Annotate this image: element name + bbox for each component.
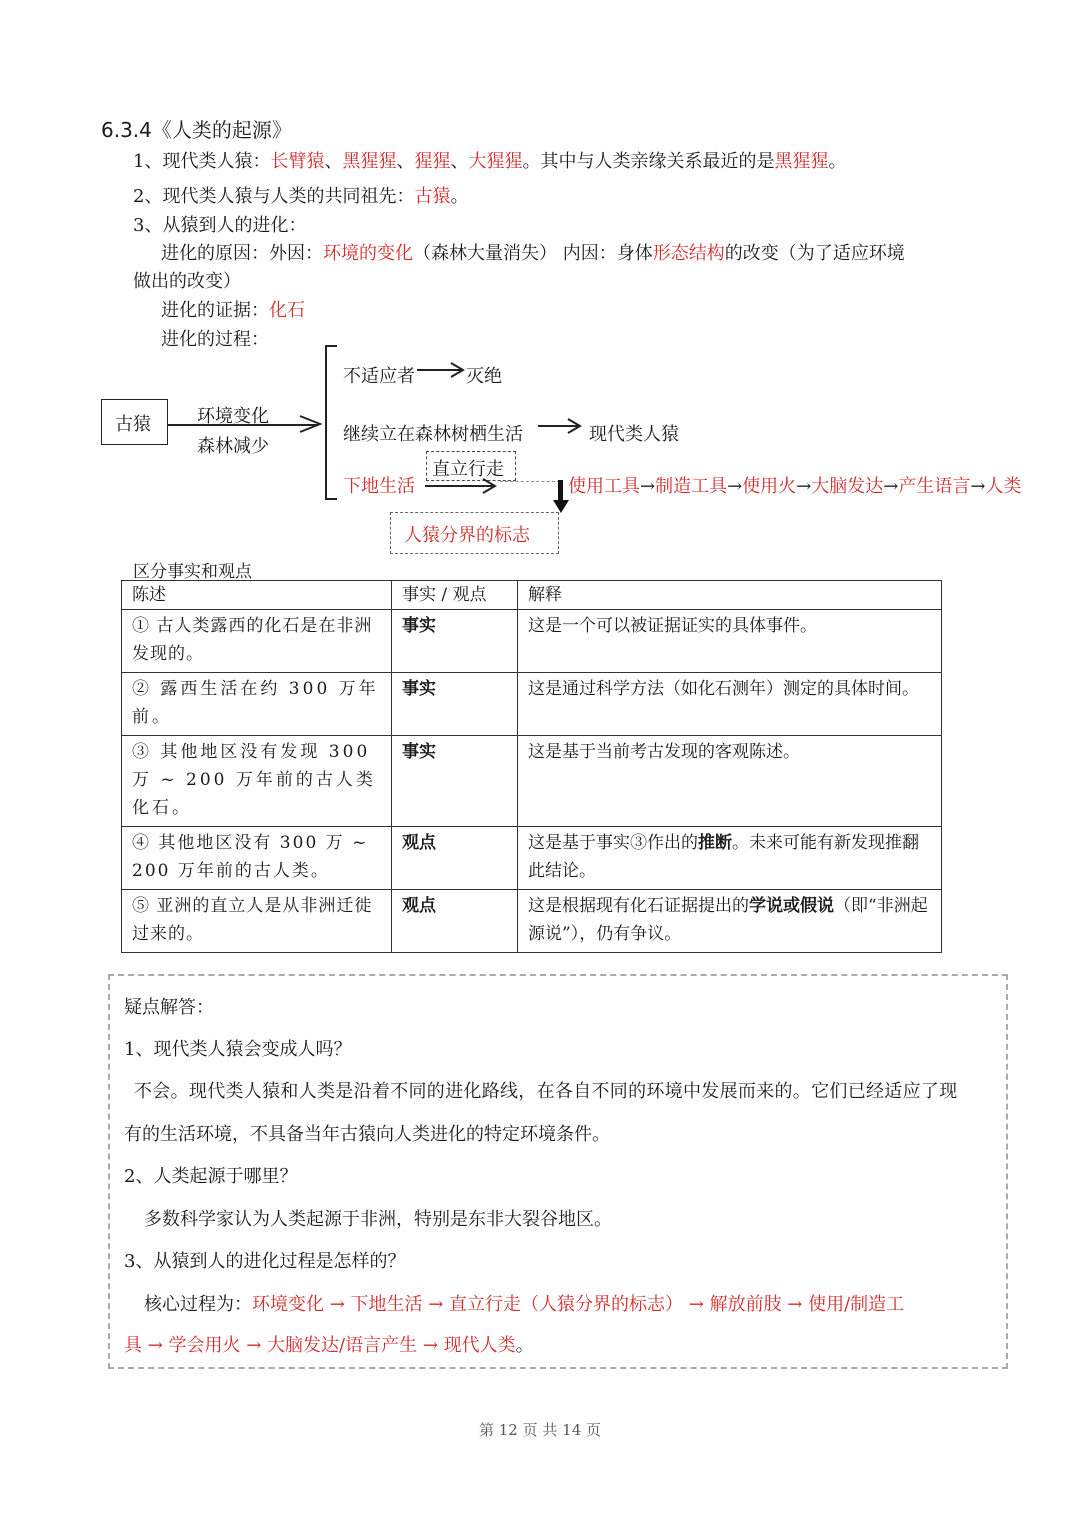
item-1-prefix: 1、现代类人猿： — [133, 151, 271, 172]
qa-question-3: 3、从猿到人的进化过程是怎样的？ — [124, 1251, 406, 1272]
origin-label: 古猿 — [115, 414, 151, 435]
table-row — [122, 827, 942, 890]
qa-answer-3-chain: 环境变化 → 下地生活 → 直立行走（人猿分界的标志） → 解放前肢 → 使用/制造工 — [252, 1294, 905, 1315]
qa-answer-1-cont: 有的生活环境，不具备当年古猿向人类进化的特定环境条件。 — [124, 1124, 610, 1145]
connector-arrowhead — [298, 414, 324, 434]
evolution-chain — [568, 472, 1021, 498]
page-number: 12 — [498, 1421, 518, 1439]
sep: 、 — [450, 151, 469, 172]
explain-bold: 学说或假说 — [749, 896, 834, 916]
ape-orangutan: 猩猩 — [414, 151, 451, 172]
qa-answer-3 — [144, 1292, 904, 1318]
statement-cell: ④ 其他地区没有 300 万 ~ 200 万年前的古人类。 — [122, 827, 392, 890]
qa-answer-2: 多数科学家认为人类起源于非洲，特别是东非大裂谷地区。 — [144, 1209, 612, 1230]
bracket-bottom — [325, 498, 337, 500]
external-cause: 环境的变化 — [323, 243, 413, 264]
table-header-row — [122, 581, 942, 610]
type-cell: 事实 — [392, 736, 518, 827]
table-row — [122, 890, 942, 953]
ape-gibbon: 长臂猿 — [270, 151, 325, 172]
header-explain: 解释 — [518, 581, 942, 610]
statement-cell: ⑤ 亚洲的直立人是从非洲迁徙过来的。 — [122, 890, 392, 953]
table-row — [122, 673, 942, 736]
marker-label: 人猿分界的标志 — [404, 525, 530, 546]
explain-post: 。未来可能有新发现推翻此结论。 — [528, 833, 919, 881]
arrow-icon — [417, 360, 467, 380]
page-footer — [0, 1419, 1080, 1440]
branch-extinct: 灭绝 — [466, 366, 502, 387]
statement-cell: ① 古人类露西的化石是在非洲发现的。 — [122, 610, 392, 673]
footer-pre: 第 — [478, 1421, 494, 1439]
cause-p3: 的改变（为了适应环境 — [724, 243, 905, 264]
evidence-label: 进化的证据： — [161, 300, 269, 321]
closest-relative: 黑猩猩 — [774, 151, 829, 172]
page-title: 6.3.4《人类的起源》 — [101, 118, 292, 142]
ape-gorilla: 大猩猩 — [468, 151, 523, 172]
page-total: 14 — [562, 1421, 582, 1439]
type-cell: 事实 — [392, 610, 518, 673]
branch-ground: 下地生活 — [343, 476, 415, 497]
chain-fire: 使用火 — [742, 476, 797, 497]
statement-cell: ③ 其他地区没有发现 300 万 ~ 200 万年前的古人类化石。 — [122, 736, 392, 827]
condition-1: 环境变化 — [197, 406, 269, 427]
qa-answer-3-chain-cont: 具 → 学会用火 → 大脑发达/语言产生 → 现代人类 — [124, 1335, 516, 1356]
common-ancestor: 古猿 — [414, 186, 451, 207]
sep: 、 — [396, 151, 415, 172]
explain-bold: 推断 — [698, 833, 732, 853]
branch-unadapted: 不适应者 — [343, 366, 415, 387]
qa-box — [108, 974, 1008, 1369]
bracket-top — [325, 345, 337, 347]
cause-p1: 进化的原因：外因： — [161, 243, 323, 264]
type-cell: 观点 — [392, 890, 518, 953]
upright-label: 直立行走 — [432, 459, 504, 480]
chain-language: 产生语言 — [898, 476, 971, 497]
dash-connector — [500, 481, 560, 482]
arrow-icon: → — [970, 476, 986, 497]
explain-cell — [518, 890, 942, 953]
arrow-icon — [425, 476, 500, 496]
branch-modern-apes: 现代类人猿 — [589, 424, 679, 445]
type-cell: 观点 — [392, 827, 518, 890]
explain-pre: 这是基于事实③作出的 — [528, 833, 698, 853]
internal-cause: 形态结构 — [652, 243, 725, 264]
item-2-prefix: 2、现代类人猿与人类的共同祖先： — [133, 186, 415, 207]
arrow-icon — [538, 416, 584, 436]
bracket — [325, 345, 327, 500]
down-arrow-icon — [552, 480, 570, 514]
explain-cell: 这是基于当前考古发现的客观陈述。 — [518, 736, 942, 827]
explain-post: （即“非洲起源说”），仍有争议。 — [528, 896, 928, 944]
chain-human: 人类 — [985, 476, 1022, 497]
item-3: 3、从猿到人的进化： — [133, 215, 307, 236]
condition-2: 森林减少 — [197, 436, 269, 457]
qa-heading: 疑点解答： — [124, 997, 214, 1018]
evidence-value: 化石 — [269, 300, 305, 321]
arrow-icon: → — [883, 476, 899, 497]
ape-chimpanzee: 黑猩猩 — [342, 151, 397, 172]
sep: 、 — [324, 151, 343, 172]
evolution-cause — [161, 241, 905, 267]
chain-tools-use: 使用工具 — [568, 476, 640, 497]
explain-cell — [518, 827, 942, 890]
header-statement: 陈述 — [122, 581, 392, 610]
table-caption: 区分事实和观点 — [133, 562, 252, 582]
qa-answer-3-prefix: 核心过程为： — [144, 1294, 252, 1315]
item-1-end: 。 — [828, 151, 847, 172]
arrow-icon: → — [727, 476, 743, 497]
evolution-evidence — [161, 298, 305, 324]
type-cell: 事实 — [392, 673, 518, 736]
item-1 — [133, 149, 846, 175]
cause-p2: （森林大量消失） 内因：身体 — [413, 243, 653, 264]
facts-table — [121, 580, 942, 953]
explain-cell: 这是通过科学方法（如化石测年）测定的具体时间。 — [518, 673, 942, 736]
evolution-process-label: 进化的过程： — [161, 329, 269, 350]
qa-question-1: 1、现代类人猿会变成人吗？ — [124, 1039, 352, 1060]
evolution-cause-cont: 做出的改变） — [133, 271, 241, 292]
table-row — [122, 610, 942, 673]
qa-answer-1: 不会。现代类人猿和人类是沿着不同的进化路线，在各自不同的环境中发展而来的。它们已经适应了现 — [134, 1081, 958, 1102]
qa-question-2: 2、人类起源于哪里？ — [124, 1166, 298, 1187]
item-1-mid: 。其中与人类亲缘关系最近的是 — [522, 151, 775, 172]
statement-cell: ② 露西生活在约 300 万年前。 — [122, 673, 392, 736]
chain-brain: 大脑发达 — [811, 476, 884, 497]
footer-post: 页 — [586, 1421, 602, 1439]
footer-mid: 页 共 — [522, 1421, 558, 1439]
item-2-end: 。 — [450, 186, 469, 207]
qa-answer-3-end: 。 — [515, 1335, 534, 1356]
qa-answer-3-cont — [124, 1333, 534, 1359]
chain-tools-make: 制造工具 — [655, 476, 728, 497]
explain-cell: 这是一个可以被证据证实的具体事件。 — [518, 610, 942, 673]
branch-forest: 继续立在森林树栖生活 — [343, 424, 523, 445]
item-2 — [133, 184, 468, 210]
explain-pre: 这是根据现有化石证据提出的 — [528, 896, 749, 916]
header-type: 事实 / 观点 — [392, 581, 518, 610]
arrow-icon: → — [796, 476, 812, 497]
arrow-icon: → — [640, 476, 656, 497]
table-row — [122, 736, 942, 827]
